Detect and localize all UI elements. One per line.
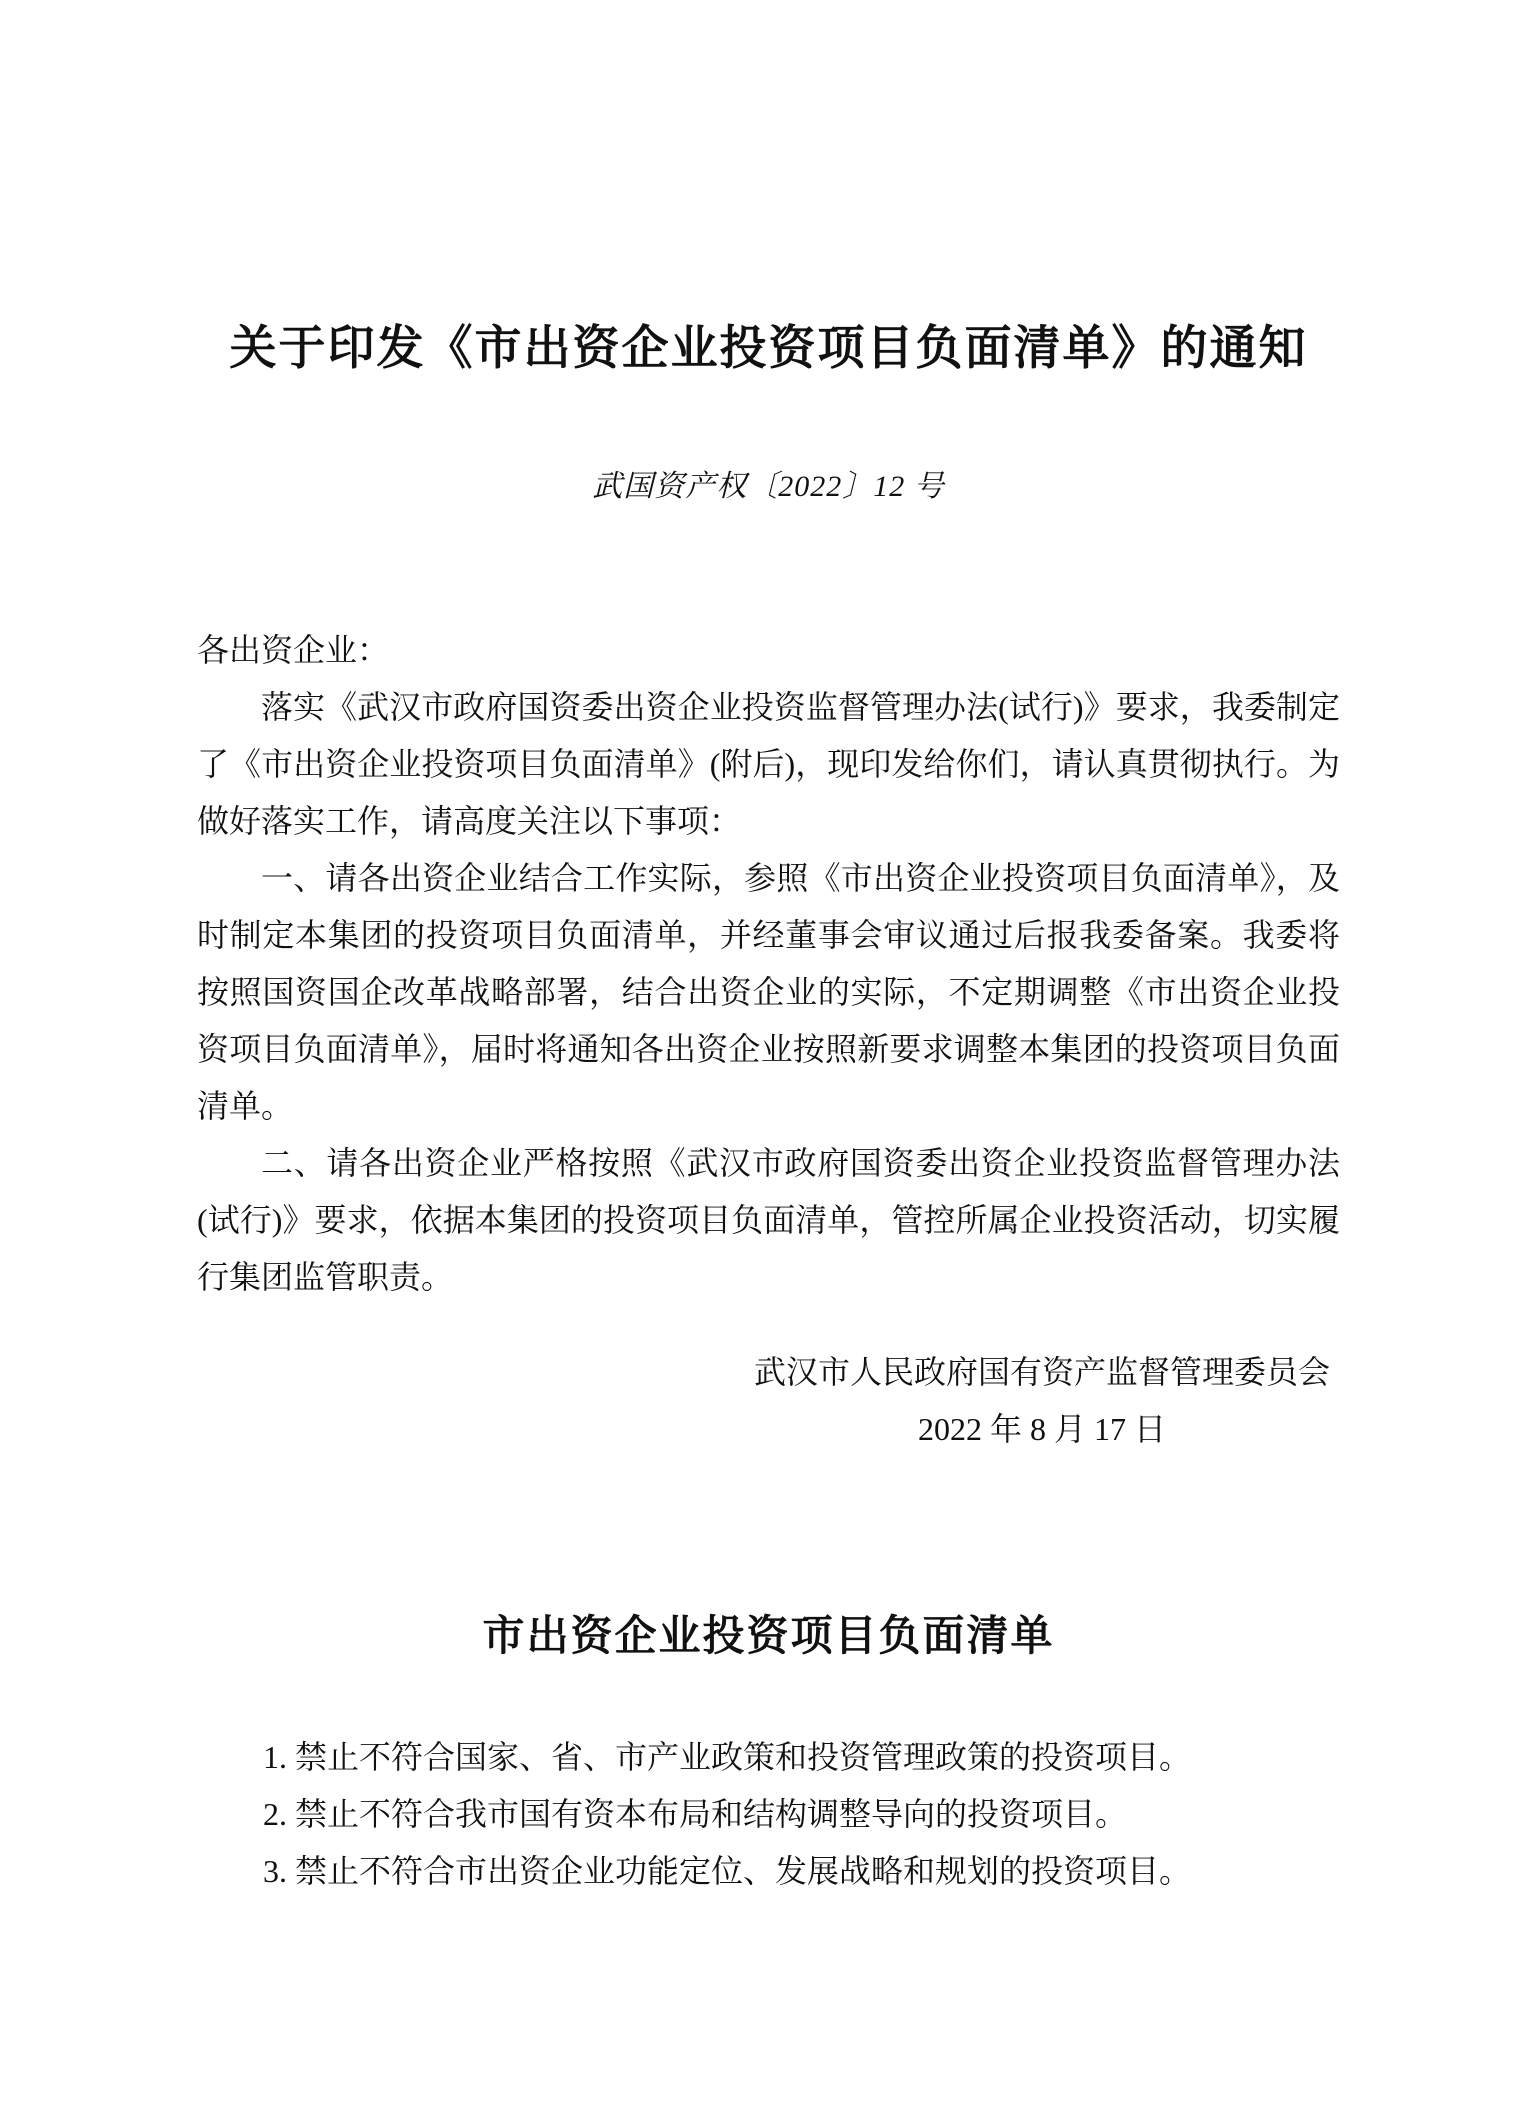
list-item-1: 1. 禁止不符合国家、省、市产业政策和投资管理政策的投资项目。 [263,1739,1192,1776]
attachment-title: 市出资企业投资项目负面清单 [482,1612,1055,1660]
salutation: 各出资企业： [197,632,390,669]
paragraph-3: 二、请各出资企业严格按照《武汉市政府国资委出资企业投资监督管理办法(试行)》要求，依据本集团的投资项目负面清单，管控所属企业投资活动，切实履行集团监管职责。 [197,1145,1340,1296]
paragraph-2: 一、请各出资企业结合工作实际，参照《市出资企业投资项目负面清单》，及时制定本集团的投资项目负面清单，并经董事会审议通过后报我委备案。我委将按照国资国企改革战略部署，结合出资企业的实际，不定期调整《市出资企业投资项目负面清单》，届时将通知各出资企业按照新要求调整本集团的投资项目负面清单。 [197,860,1340,1125]
signature-date: 2022 年 8 月 17 日 [917,1411,1166,1448]
negative-list [197,1729,1340,1900]
document-title: 关于印发《市出资企业投资项目负面清单》的通知 [229,323,1308,375]
list-item-3: 3. 禁止不符合市出资企业功能定位、发展战略和规划的投资项目。 [263,1853,1192,1890]
signature-organization: 武汉市人民政府国有资产监督管理委员会 [753,1354,1330,1391]
document-number: 武国资产权〔2022〕12 号 [592,470,945,504]
document-body [197,622,1340,1306]
list-item-2: 2. 禁止不符合我市国有资本布局和结构调整导向的投资项目。 [263,1796,1128,1833]
signature-block [754,1344,1330,1458]
paragraph-1: 落实《武汉市政府国资委出资企业投资监督管理办法(试行)》要求，我委制定了《市出资企业投资项目负面清单》(附后)，现印发给你们，请认真贯彻执行。为做好落实工作，请高度关注以下事项： [197,689,1340,840]
